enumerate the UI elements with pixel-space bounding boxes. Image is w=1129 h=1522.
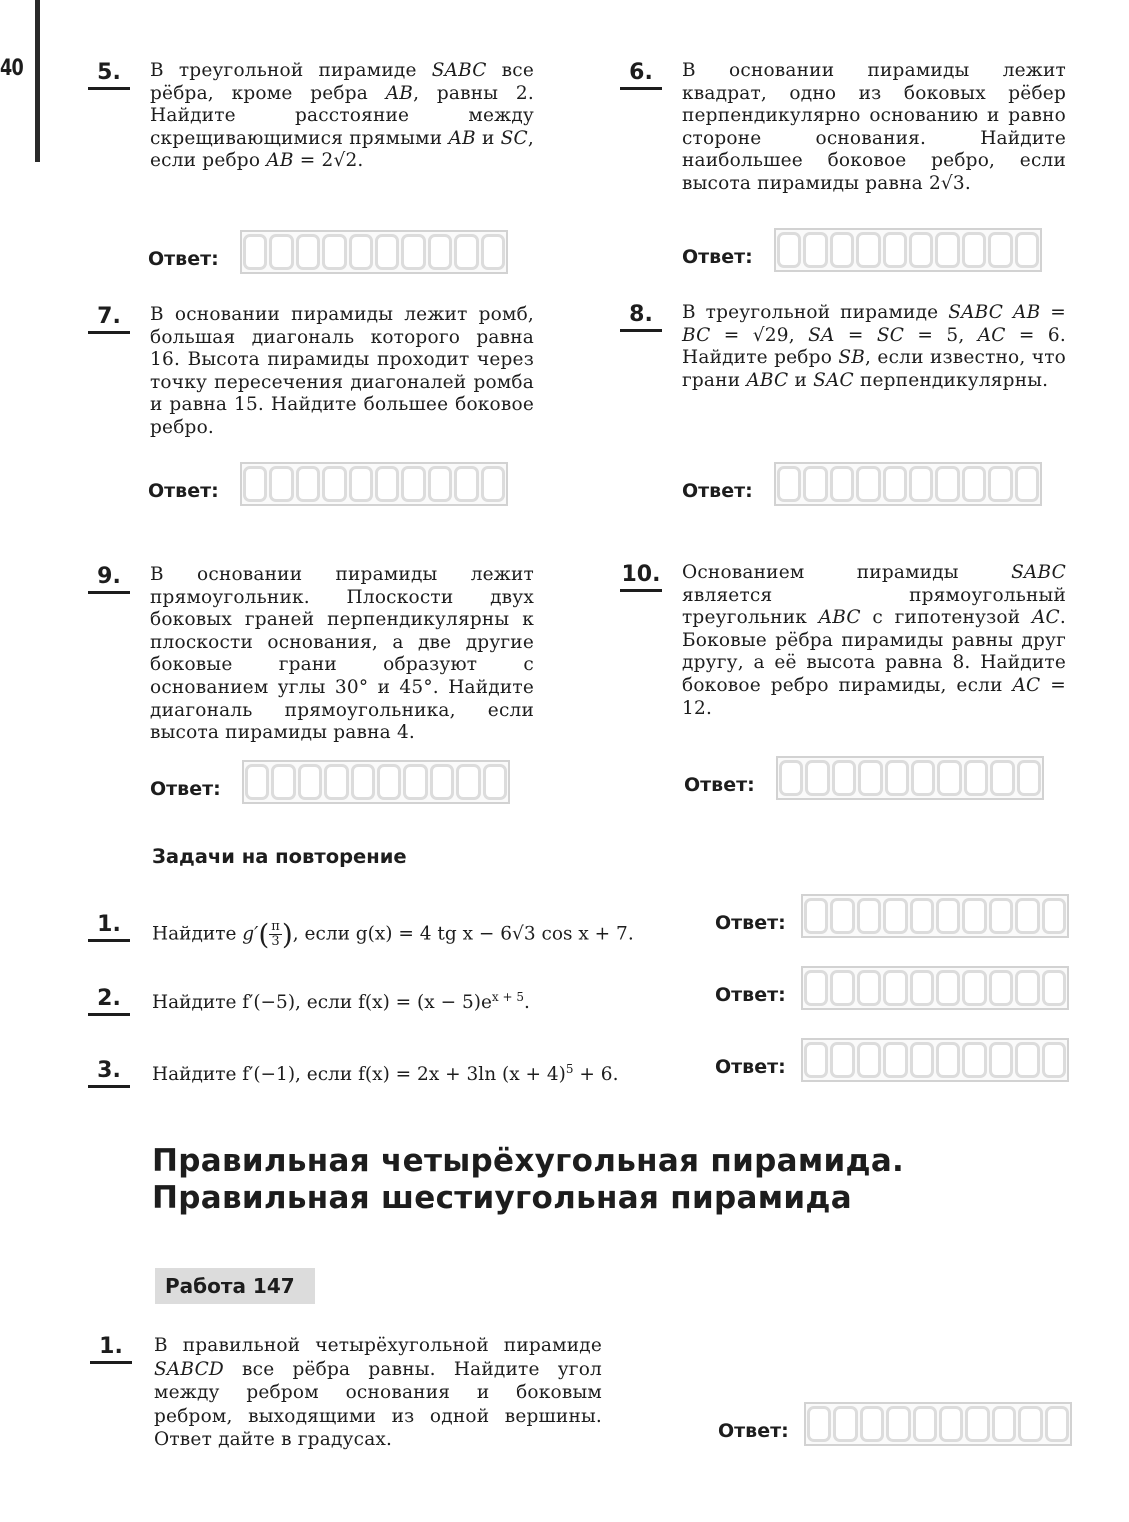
text-main: Найдите f′(−1), если f(x) = 2x + 3ln (x + 4): [152, 1064, 566, 1086]
problem-number: 7.: [88, 304, 130, 334]
answer-label: Ответ:: [715, 1056, 786, 1078]
page-number: 40: [0, 56, 23, 81]
fraction: [269, 920, 282, 949]
answer-rep-1: [715, 890, 1075, 938]
problem-text: В основании пирамиды лежит квадрат, одно из боковых рёбер перпендикулярно основанию и равно стороне основания. Найдите наибольшее боковое ребро, если высота пирамиды равна 2√3.: [682, 60, 1066, 194]
answer-boxes[interactable]: [801, 894, 1069, 938]
problem-number: 2.: [88, 986, 130, 1016]
problem-number: 3.: [88, 1058, 130, 1088]
problem-9: [88, 564, 538, 754]
answer-boxes[interactable]: [240, 462, 508, 506]
problem-text: В треугольной пирамиде SABC все рёбра, кроме ребра AB, равны 2. Найдите расстояние между скрещивающимися прямыми AB и SC, если ребро AB = 2√2.: [150, 60, 534, 172]
answer-9: [150, 756, 520, 804]
answer-boxes[interactable]: [242, 760, 510, 804]
answer-rep-2: [715, 962, 1075, 1010]
problem-text: [152, 990, 530, 1013]
problem-10: [620, 562, 1070, 719]
answer-boxes[interactable]: [774, 228, 1042, 272]
answer-rep-3: [715, 1034, 1075, 1082]
problem-text: [152, 1062, 618, 1085]
answer-boxes[interactable]: [801, 966, 1069, 1010]
function-name: g′: [242, 923, 259, 945]
problem-number: 8.: [620, 302, 662, 332]
problem-number: 1.: [90, 1334, 132, 1364]
answer-8: [682, 458, 1052, 506]
fraction-numerator: π: [271, 919, 280, 934]
problem-text: В основании пирамиды лежит прямоугольник. Плоскости двух боковых граней перпендикулярны к плоскости основания, а две другие боковые грани образуют с основанием углы 30° и 45°. Найдите диагональ прямоугольника, если высота пирамиды равна 4.: [150, 564, 534, 744]
answer-label: Ответ:: [150, 778, 221, 800]
answer-label: Ответ:: [718, 1420, 789, 1442]
problem-text: В основании пирамиды лежит ромб, большая диагональ которого равна 16. Высота пирамиды проходит через точку пересечения диагоналей ромба и равна 15. Найдите большее боковое ребро.: [150, 304, 534, 438]
answer-label: Ответ:: [148, 248, 219, 270]
problem-text: Основанием пирамиды SABC является прямоугольный треугольник ABC с гипотенузой AC. Боковые рёбра пирамиды равны друг другу, а её высота равна 8. Найдите боковое ребро пирамиды, если AC = 12.: [682, 562, 1066, 719]
problem-7: [88, 304, 538, 454]
problem-text: Найдите g′( $\frac{\pi}{3}$ ), если g(x) = 4 tg x − 6√3 cos x + 7.: [152, 918, 634, 951]
problem-8: [620, 302, 1070, 452]
problem-text: В правильной четырёхугольной пирамиде SABCD все рёбра равны. Найдите угол между ребром основания и боковым ребром, выходящими из одной вершины. Ответ дайте в градусах.: [154, 1335, 602, 1450]
answer-boxes[interactable]: [240, 230, 508, 274]
exponent: 5: [565, 1062, 574, 1076]
answer-label: Ответ:: [682, 246, 753, 268]
fraction-denominator: 3: [271, 934, 280, 949]
answer-label: Ответ:: [148, 480, 219, 502]
margin-bar: [35, 0, 40, 162]
repetition-heading: Задачи на повторение: [152, 845, 407, 868]
exponent: x + 5: [491, 990, 524, 1004]
answer-label: Ответ:: [715, 984, 786, 1006]
problem-text: В треугольной пирамиде SABC AB = BC = √29, SA = SC = 5, AC = 6. Найдите ребро SB, если известно, что грани ABC и SAC перпендикулярны.: [682, 302, 1066, 391]
problem-number: 1.: [88, 912, 130, 942]
text-prefix: Найдите: [152, 923, 237, 945]
answer-boxes[interactable]: [801, 1038, 1069, 1082]
answer-label: Ответ:: [684, 774, 755, 796]
answer-boxes[interactable]: [804, 1402, 1072, 1446]
problem-number: 9.: [88, 564, 130, 594]
text-main: Найдите f′(−5), если f(x) = (x − 5)e: [152, 992, 492, 1014]
answer-label: Ответ:: [715, 912, 786, 934]
work-label: Работа 147: [155, 1268, 315, 1304]
problem-number: 10.: [620, 562, 662, 592]
text-rest: , если g(x) = 4 tg x − 6√3 cos x + 7.: [292, 923, 634, 945]
answer-boxes[interactable]: [776, 756, 1044, 800]
answer-label: Ответ:: [682, 480, 753, 502]
answer-work-1: [718, 1398, 1078, 1446]
answer-7: [148, 458, 518, 506]
problem-number: 6.: [620, 60, 662, 90]
section-title-line-1: Правильная четырёхугольная пирамида.: [152, 1143, 905, 1179]
answer-boxes[interactable]: [774, 462, 1042, 506]
problem-number: 5.: [88, 60, 130, 90]
section-title-line-2: Правильная шестиугольная пирамида: [152, 1180, 852, 1216]
text-end: + 6.: [573, 1064, 619, 1086]
work-problem-1: [90, 1334, 610, 1464]
answer-10: [684, 752, 1054, 800]
text-end: .: [524, 992, 530, 1014]
answer-6: [682, 224, 1052, 272]
section-title: [152, 1143, 1052, 1217]
answer-5: [148, 226, 518, 274]
